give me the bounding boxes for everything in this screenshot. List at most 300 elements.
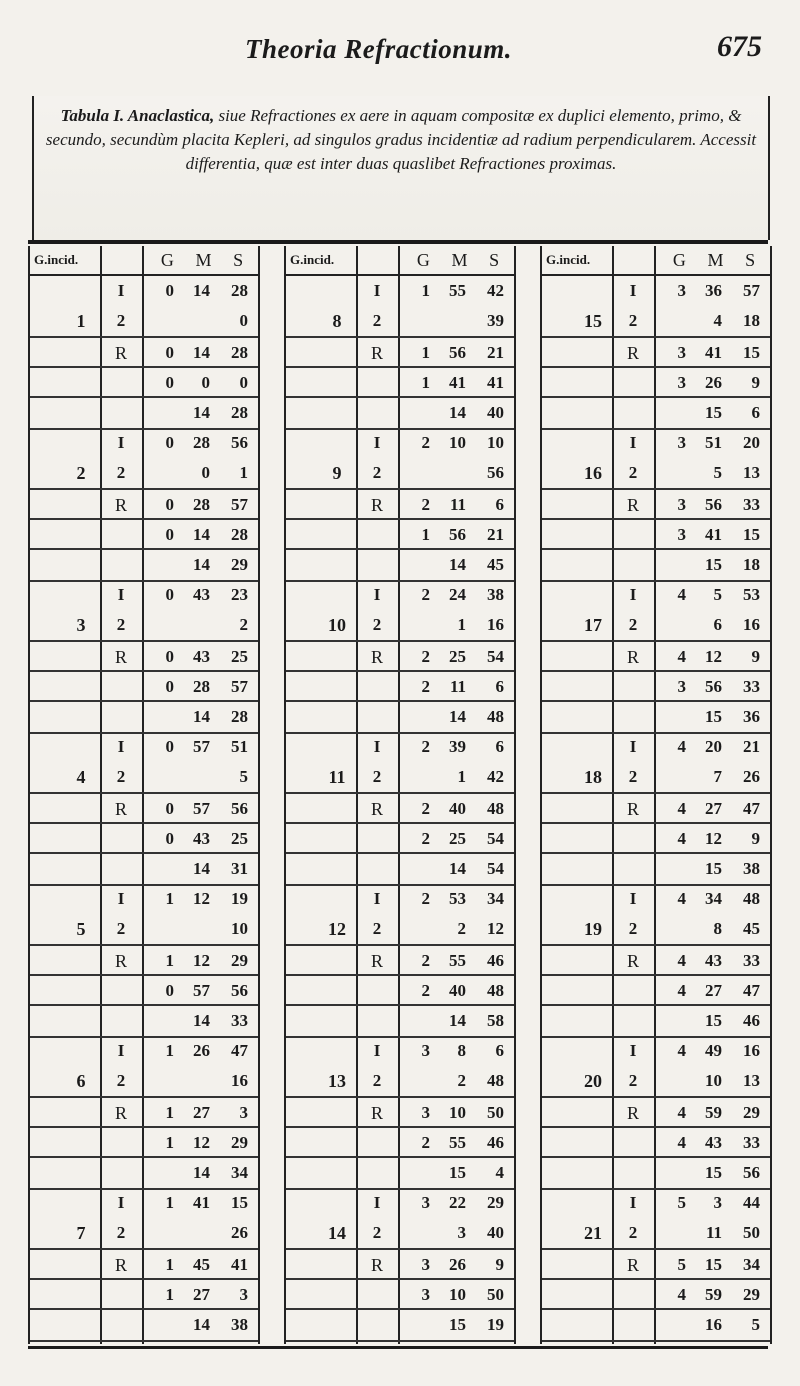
value-seconds: 41 <box>231 1255 248 1274</box>
value-minutes: 53 <box>449 889 466 908</box>
value-degrees: 0 <box>165 433 174 452</box>
value-seconds: 29 <box>231 951 248 970</box>
value-minutes: 3 <box>457 1223 466 1242</box>
value-degrees: 4 <box>677 737 686 756</box>
incidence-degree: 6 <box>76 1071 86 1091</box>
row-label: I <box>373 889 381 908</box>
value-seconds: 19 <box>231 889 248 908</box>
value-minutes: 0 <box>201 373 210 392</box>
table-row <box>286 1004 514 1036</box>
value-degrees: 4 <box>677 647 686 666</box>
table-row <box>286 1248 514 1280</box>
table-row <box>30 914 258 944</box>
value-degrees: 0 <box>165 281 174 300</box>
value-minutes: 1 <box>457 615 466 634</box>
table-top-rule <box>28 240 768 244</box>
value-seconds: 2 <box>239 615 248 634</box>
table-row <box>542 366 770 398</box>
value-minutes: 55 <box>449 951 466 970</box>
value-degrees: 1 <box>421 281 430 300</box>
row-label: R <box>114 495 127 515</box>
value-minutes: 49 <box>705 1041 722 1060</box>
value-seconds: 42 <box>487 767 504 786</box>
value-seconds: 20 <box>743 433 760 452</box>
row-label: I <box>373 737 381 756</box>
column-header-row <box>286 246 514 276</box>
table-caption <box>36 104 766 176</box>
row-label: I <box>117 1041 125 1060</box>
value-seconds: 29 <box>743 1285 760 1304</box>
value-degrees: 2 <box>421 951 430 970</box>
value-degrees: 3 <box>421 1285 430 1304</box>
value-minutes: 51 <box>705 433 722 452</box>
header-gms <box>662 246 766 274</box>
table-row <box>286 944 514 976</box>
value-seconds: 28 <box>231 403 248 422</box>
row-label: R <box>370 1103 383 1123</box>
degree-group <box>286 884 514 1038</box>
value-minutes: 28 <box>193 677 210 696</box>
value-minutes: 56 <box>705 495 722 514</box>
value-minutes: 40 <box>449 981 466 1000</box>
value-seconds: 36 <box>743 707 760 726</box>
value-seconds: 5 <box>751 1315 760 1334</box>
header-minutes: M <box>451 250 468 270</box>
table-row <box>286 640 514 672</box>
value-minutes: 3 <box>713 1193 722 1212</box>
table-row <box>542 1004 770 1036</box>
table-row <box>542 610 770 640</box>
value-minutes: 1 <box>457 767 466 786</box>
table-row <box>286 1218 514 1248</box>
row-label: 2 <box>372 767 382 786</box>
degree-group <box>286 732 514 886</box>
row-label: I <box>629 889 637 908</box>
value-seconds: 48 <box>743 889 760 908</box>
value-minutes: 14 <box>193 343 210 362</box>
row-label: R <box>626 343 639 363</box>
value-minutes: 15 <box>705 707 722 726</box>
value-minutes: 26 <box>193 1041 210 1060</box>
table-row <box>286 700 514 732</box>
value-seconds: 41 <box>487 373 504 392</box>
value-seconds: 18 <box>743 555 760 574</box>
table-row <box>30 366 258 398</box>
row-label: R <box>114 343 127 363</box>
table-row <box>542 1126 770 1158</box>
incidence-degree: 5 <box>76 919 86 939</box>
row-label: R <box>626 1255 639 1275</box>
table-row <box>30 488 258 520</box>
value-minutes: 55 <box>449 281 466 300</box>
table-row <box>30 700 258 732</box>
value-seconds: 18 <box>743 311 760 330</box>
header-seconds: S <box>233 250 244 270</box>
value-seconds: 33 <box>743 1133 760 1152</box>
row-label: R <box>370 647 383 667</box>
degree-group <box>30 276 258 430</box>
value-seconds: 6 <box>751 403 760 422</box>
value-degrees: 1 <box>165 1285 174 1304</box>
row-label: 2 <box>116 919 126 938</box>
value-minutes: 25 <box>449 829 466 848</box>
value-degrees: 0 <box>165 829 174 848</box>
table-row <box>30 336 258 368</box>
row-label: R <box>370 799 383 819</box>
value-seconds: 44 <box>743 1193 760 1212</box>
table-row <box>286 306 514 336</box>
value-minutes: 10 <box>449 1285 466 1304</box>
value-seconds: 19 <box>487 1315 504 1334</box>
value-seconds: 28 <box>231 525 248 544</box>
value-minutes: 2 <box>457 919 466 938</box>
value-seconds: 53 <box>743 585 760 604</box>
value-seconds: 29 <box>231 1133 248 1152</box>
value-seconds: 39 <box>487 311 504 330</box>
value-seconds: 47 <box>743 981 760 1000</box>
value-seconds: 33 <box>743 677 760 696</box>
value-degrees: 4 <box>677 981 686 1000</box>
row-label: 2 <box>628 1071 638 1090</box>
value-seconds: 56 <box>231 799 248 818</box>
value-seconds: 15 <box>743 525 760 544</box>
value-minutes: 10 <box>449 433 466 452</box>
table-row <box>30 1218 258 1248</box>
degree-group <box>542 276 770 430</box>
value-seconds: 40 <box>487 403 504 422</box>
incidence-degree: 12 <box>328 919 346 939</box>
value-seconds: 15 <box>231 1193 248 1212</box>
value-degrees: 3 <box>421 1041 430 1060</box>
value-minutes: 15 <box>705 1255 722 1274</box>
value-degrees: 1 <box>421 343 430 362</box>
incidence-degree: 3 <box>76 615 86 635</box>
row-label: R <box>626 647 639 667</box>
row-label: I <box>629 433 637 452</box>
value-seconds: 21 <box>487 343 504 362</box>
degree-group <box>286 428 514 582</box>
table-row <box>30 1248 258 1280</box>
table-row <box>286 548 514 580</box>
table-row <box>286 336 514 368</box>
value-minutes: 4 <box>713 311 722 330</box>
incidence-degree: 18 <box>584 767 602 787</box>
value-seconds: 25 <box>231 647 248 666</box>
value-degrees: 2 <box>421 799 430 818</box>
table-row <box>542 580 770 610</box>
incidence-degree: 13 <box>328 1071 346 1091</box>
table-row <box>30 306 258 336</box>
header-seconds: S <box>745 250 756 270</box>
degree-group <box>286 1036 514 1190</box>
table-row <box>542 914 770 944</box>
incidence-degree: 14 <box>328 1223 346 1243</box>
value-seconds: 56 <box>231 433 248 452</box>
row-label: R <box>626 495 639 515</box>
table-row <box>542 1218 770 1248</box>
table-row <box>542 428 770 458</box>
header-degrees: G <box>416 250 430 270</box>
row-label: 2 <box>372 615 382 634</box>
table-row <box>542 974 770 1006</box>
incidence-degree: 1 <box>76 311 86 331</box>
value-degrees: 0 <box>165 373 174 392</box>
row-label: R <box>626 951 639 971</box>
table-row <box>286 1278 514 1310</box>
row-label: R <box>626 1103 639 1123</box>
row-label: 2 <box>628 919 638 938</box>
row-label: I <box>117 889 125 908</box>
table-row <box>30 640 258 672</box>
value-minutes: 55 <box>449 1133 466 1152</box>
value-degrees: 3 <box>677 343 686 362</box>
incidence-degree: 2 <box>76 463 86 483</box>
table-row <box>286 458 514 488</box>
table-row <box>30 852 258 884</box>
value-degrees: 3 <box>677 525 686 544</box>
table-row <box>542 762 770 792</box>
value-minutes: 15 <box>705 1011 722 1030</box>
value-degrees: 3 <box>677 677 686 696</box>
value-degrees: 4 <box>677 829 686 848</box>
value-seconds: 9 <box>751 373 760 392</box>
value-seconds: 29 <box>231 555 248 574</box>
value-seconds: 21 <box>743 737 760 756</box>
value-minutes: 41 <box>705 343 722 362</box>
value-seconds: 29 <box>487 1193 504 1212</box>
table-row <box>30 276 258 306</box>
table-row <box>286 1188 514 1218</box>
table-row <box>286 518 514 550</box>
value-seconds: 57 <box>231 677 248 696</box>
table-row <box>286 1156 514 1188</box>
row-label: I <box>373 585 381 604</box>
value-seconds: 34 <box>743 1255 760 1274</box>
degree-group <box>286 276 514 430</box>
value-seconds: 38 <box>487 585 504 604</box>
value-degrees: 2 <box>421 737 430 756</box>
table-row <box>30 396 258 428</box>
value-minutes: 2 <box>457 1071 466 1090</box>
value-minutes: 43 <box>705 951 722 970</box>
header-gms <box>406 246 510 274</box>
row-label: I <box>629 585 637 604</box>
table-row <box>542 1156 770 1188</box>
value-minutes: 41 <box>705 525 722 544</box>
value-seconds: 25 <box>231 829 248 848</box>
incidence-degree: 21 <box>584 1223 602 1243</box>
value-seconds: 1 <box>239 463 248 482</box>
degree-group <box>30 428 258 582</box>
table-row <box>542 548 770 580</box>
table-row <box>30 518 258 550</box>
column-header-row <box>542 246 770 276</box>
table-row <box>542 944 770 976</box>
value-minutes: 41 <box>193 1193 210 1212</box>
incidence-degree: 20 <box>584 1071 602 1091</box>
table-row <box>30 1308 258 1340</box>
value-seconds: 57 <box>231 495 248 514</box>
value-seconds: 38 <box>743 859 760 878</box>
value-seconds: 23 <box>231 585 248 604</box>
header-degrees: G <box>672 250 686 270</box>
degree-group <box>542 1036 770 1190</box>
value-minutes: 26 <box>449 1255 466 1274</box>
table-row <box>542 306 770 336</box>
value-seconds: 57 <box>743 281 760 300</box>
value-seconds: 13 <box>743 1071 760 1090</box>
value-minutes: 14 <box>193 1011 210 1030</box>
value-seconds: 47 <box>231 1041 248 1060</box>
incidence-degree: 16 <box>584 463 602 483</box>
value-minutes: 22 <box>449 1193 466 1212</box>
value-minutes: 14 <box>449 707 466 726</box>
value-seconds: 26 <box>743 767 760 786</box>
incidence-degree: 19 <box>584 919 602 939</box>
table-row <box>286 366 514 398</box>
value-minutes: 14 <box>193 859 210 878</box>
table-row <box>542 732 770 762</box>
value-minutes: 14 <box>449 403 466 422</box>
value-minutes: 12 <box>193 889 210 908</box>
row-label: I <box>629 281 637 300</box>
header-incidence: G.incid. <box>546 252 591 267</box>
row-label: I <box>373 281 381 300</box>
table-row <box>542 700 770 732</box>
value-minutes: 56 <box>705 677 722 696</box>
value-degrees: 4 <box>677 1103 686 1122</box>
value-seconds: 45 <box>487 555 504 574</box>
value-degrees: 1 <box>165 951 174 970</box>
header-incidence: G.incid. <box>34 252 79 267</box>
value-degrees: 3 <box>677 433 686 452</box>
header-minutes: M <box>195 250 212 270</box>
table-row <box>542 1248 770 1280</box>
value-seconds: 56 <box>743 1163 760 1182</box>
value-seconds: 4 <box>495 1163 504 1182</box>
value-minutes: 56 <box>449 343 466 362</box>
incidence-degree: 7 <box>76 1223 86 1243</box>
value-degrees: 0 <box>165 677 174 696</box>
value-seconds: 54 <box>487 647 504 666</box>
table-row <box>30 1188 258 1218</box>
value-seconds: 46 <box>487 951 504 970</box>
value-seconds: 16 <box>231 1071 248 1090</box>
value-minutes: 15 <box>705 555 722 574</box>
running-head: Theoria Refractionum. <box>245 34 513 64</box>
value-minutes: 43 <box>705 1133 722 1152</box>
value-minutes: 40 <box>449 799 466 818</box>
table-row <box>30 762 258 792</box>
value-seconds: 34 <box>231 1163 248 1182</box>
row-label: R <box>114 799 127 819</box>
table-row <box>30 974 258 1006</box>
value-degrees: 4 <box>677 799 686 818</box>
value-minutes: 43 <box>193 585 210 604</box>
caption-lead: Tabula I. Anaclastica, <box>60 106 215 125</box>
table-row <box>542 396 770 428</box>
table-row <box>30 458 258 488</box>
table-row <box>30 1004 258 1036</box>
value-degrees: 3 <box>421 1255 430 1274</box>
value-minutes: 14 <box>449 555 466 574</box>
value-minutes: 28 <box>193 433 210 452</box>
value-minutes: 57 <box>193 737 210 756</box>
row-label: R <box>114 1255 127 1275</box>
degree-group <box>542 580 770 734</box>
value-minutes: 27 <box>705 981 722 1000</box>
row-label: I <box>117 433 125 452</box>
value-minutes: 14 <box>193 555 210 574</box>
table-row <box>286 488 514 520</box>
row-label: 2 <box>628 767 638 786</box>
value-seconds: 6 <box>495 1041 504 1060</box>
table-row <box>542 1188 770 1218</box>
row-label: 2 <box>116 615 126 634</box>
degree-group <box>542 1188 770 1342</box>
header-minutes: M <box>707 250 724 270</box>
value-degrees: 0 <box>165 647 174 666</box>
value-degrees: 2 <box>421 677 430 696</box>
incidence-degree: 9 <box>332 463 342 483</box>
table-row <box>542 822 770 854</box>
value-seconds: 21 <box>487 525 504 544</box>
table-row <box>542 518 770 550</box>
value-minutes: 11 <box>449 495 466 514</box>
value-seconds: 26 <box>231 1223 248 1242</box>
value-minutes: 14 <box>193 403 210 422</box>
row-label: 2 <box>372 463 382 482</box>
value-minutes: 57 <box>193 799 210 818</box>
table-row <box>30 884 258 914</box>
table-row <box>286 1308 514 1340</box>
table-row <box>30 1036 258 1066</box>
table-row <box>542 1096 770 1128</box>
value-minutes: 27 <box>193 1285 210 1304</box>
table-row <box>286 914 514 944</box>
value-minutes: 26 <box>705 373 722 392</box>
value-seconds: 48 <box>487 707 504 726</box>
value-minutes: 14 <box>193 281 210 300</box>
value-degrees: 4 <box>677 585 686 604</box>
row-label: I <box>117 281 125 300</box>
value-minutes: 27 <box>193 1103 210 1122</box>
value-minutes: 7 <box>713 767 722 786</box>
value-seconds: 5 <box>239 767 248 786</box>
incidence-degree: 10 <box>328 615 346 635</box>
table-bottom-rule <box>28 1346 768 1349</box>
value-seconds: 16 <box>487 615 504 634</box>
table-row <box>542 1066 770 1096</box>
value-seconds: 16 <box>743 1041 760 1060</box>
caption-text: siue Refractiones ex aere in aquam compositæ ex duplici elemento, primo, & secundo, secundùm placita Kepleri, ad singulos gradus incidentiæ ad radium perpendicularem. Accessit differentia, quæ est inter duas quaslibet Refractiones proximas. <box>45 106 757 173</box>
value-degrees: 0 <box>165 343 174 362</box>
table-row <box>30 822 258 854</box>
value-seconds: 9 <box>495 1255 504 1274</box>
value-minutes: 36 <box>705 281 722 300</box>
value-seconds: 9 <box>751 647 760 666</box>
value-seconds: 56 <box>231 981 248 1000</box>
table-row <box>30 1156 258 1188</box>
table-row <box>286 852 514 884</box>
value-degrees: 3 <box>421 1103 430 1122</box>
value-seconds: 28 <box>231 281 248 300</box>
table-row <box>30 1278 258 1310</box>
row-label: I <box>373 433 381 452</box>
row-label: I <box>117 737 125 756</box>
value-seconds: 54 <box>487 859 504 878</box>
value-seconds: 6 <box>495 737 504 756</box>
